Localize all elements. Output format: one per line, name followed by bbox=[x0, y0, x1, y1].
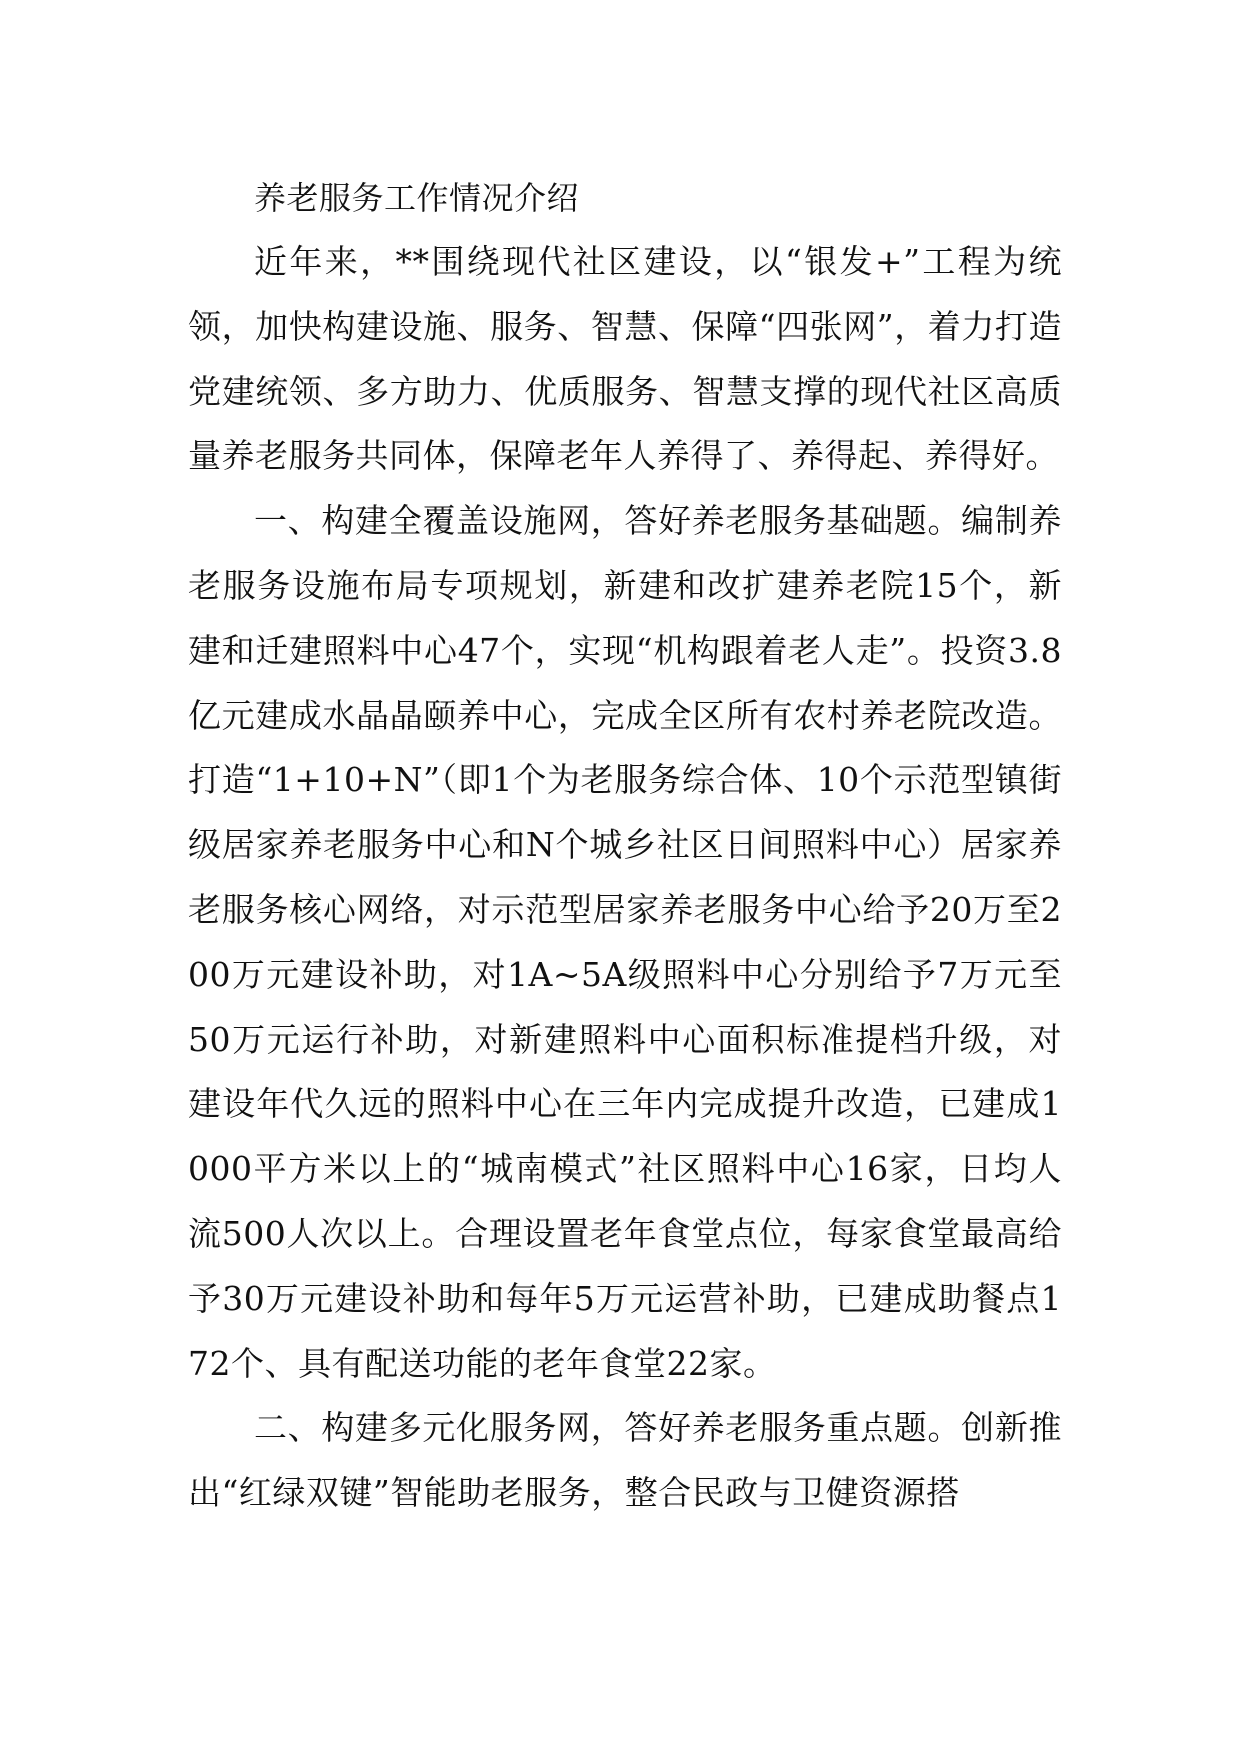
section-two-paragraph: 二、构建多元化服务网，答好养老服务重点题。创新推出“红绿双键”智能助老服务，整合民政与卫健资源搭 bbox=[188, 1408, 1062, 1513]
document-body bbox=[188, 166, 1062, 1526]
section-one-paragraph: 一、构建全覆盖设施网，答好养老服务基础题。编制养老服务设施布局专项规划，新建和改扩建养老院15个，新建和迁建照料中心47个，实现“机构跟着老人走”。投资3.8亿元建成水晶晶颐养中心，完成全区所有农村养老院改造。打造“1+10+N”（即1个为老服务综合体、10个示范型镇街级居家养老服务中心和N个城乡社区日间照料中心）居家养老服务核心网络，对示范型居家养老服务中心给予20万至200万元建设补助，对1A~5A级照料中心分别给予7万元至50万元运行补助，对新建照料中心面积标准提档升级，对建设年代久远的照料中心在三年内完成提升改造，已建成1000平方米以上的“城南模式”社区照料中心16家，日均人流500人次以上。合理设置老年食堂点位，每家食堂最高给予30万元建设补助和每年5万元运营补助，已建成助餐点172个、具有配送功能的老年食堂22家。 bbox=[188, 501, 1062, 1383]
intro-paragraph: 近年来，**围绕现代社区建设，以“银发+”工程为统领，加快构建设施、服务、智慧、保障“四张网”，着力打造党建统领、多方助力、优质服务、智慧支撑的现代社区高质量养老服务共同体，保障老年人养得了、养得起、养得好。 bbox=[188, 242, 1062, 476]
document-title: 养老服务工作情况介绍 bbox=[254, 179, 580, 217]
